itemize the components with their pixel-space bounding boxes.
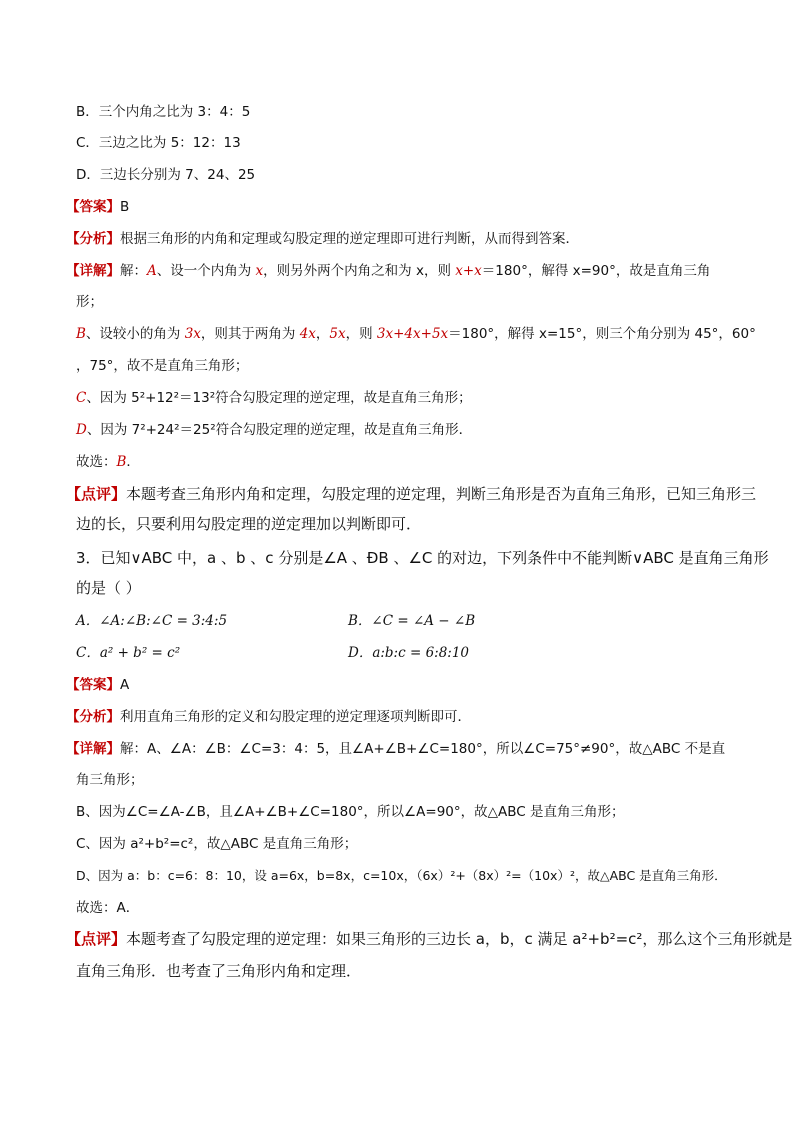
comment-3-line-1	[66, 930, 792, 948]
comment-tag: 【点评】	[66, 485, 127, 503]
option-b: B．三个内角之比为 3：4：5	[76, 104, 251, 120]
option-letter: B	[76, 326, 86, 342]
detail-3-line-2: 角三角形；	[76, 772, 144, 788]
option-c: C．三边之比为 5：12：13	[76, 135, 241, 151]
detail-text: 、设一个内角为	[156, 263, 256, 279]
question-3-line-2: 的是（ ）	[76, 579, 141, 597]
comment-1-line-2: 边的长，只要利用勾股定理的逆定理加以判断即可．	[76, 515, 422, 533]
option-letter: B	[116, 454, 127, 470]
detail-1-line-6	[76, 421, 472, 439]
detail-text: 故选：	[76, 454, 117, 470]
detail-text: 、因为 7²+24²＝25²符合勾股定理的逆定理，故是直角三角形．	[86, 422, 473, 438]
question-3-option-d	[348, 644, 469, 662]
variable: x	[255, 263, 264, 279]
detail-text: ，则	[345, 326, 377, 342]
answer-tag: 【答案】	[66, 677, 120, 693]
detail-text: 、因为 5²+12²＝13²符合勾股定理的逆定理，故是直角三角形；	[86, 390, 472, 406]
option-letter: D	[76, 422, 87, 438]
detail-1-line-1	[66, 262, 710, 280]
analysis-text: 根据三角形的内角和定理或勾股定理的逆定理即可进行判断，从而得到答案．	[120, 231, 579, 247]
analysis-tag: 【分析】	[66, 709, 120, 725]
detail-1-line-4: ，75°，故不是直角三角形；	[76, 358, 249, 374]
answer-tag: 【答案】	[66, 199, 120, 215]
detail-1-line-7	[76, 453, 140, 471]
detail-text: 解：A、∠A：∠B：∠C=3：4：5，且∠A+∠B+∠C=180°，所以∠C=75°≠90°，故△ABC 不是直	[120, 741, 726, 757]
detail-text: ，则另外两个内角之和为 x，则	[263, 263, 456, 279]
option-letter: A	[147, 263, 157, 279]
expression: 3x+4x+5x	[376, 326, 449, 342]
expression: x+x	[455, 263, 482, 279]
detail-1-line-3	[76, 325, 756, 343]
analysis-text: 利用直角三角形的定义和勾股定理的逆定理逐项判断即可．	[120, 709, 471, 725]
detail-3-line-5: D、因为 a：b：c=6：8：10，设 a=6x，b=8x，c=10x，（6x）²+（8x）²=（10x）²，故△ABC 是直角三角形．	[76, 868, 727, 883]
comment-text: 本题考查了勾股定理的逆定理：如果三角形的三边长 a，b，c 满足 a²+b²=c²，那么这个三角形就是	[126, 930, 793, 948]
detail-text: ＝180°，解得 x=15°，则三个角分别为 45°，60°	[448, 326, 756, 342]
option-letter: C	[76, 390, 87, 406]
detail-text: ，	[315, 326, 330, 342]
answer-value: A	[120, 677, 130, 693]
detail-3-line-6: 故选：A．	[76, 900, 140, 916]
answer-1	[66, 198, 129, 216]
option-d: D．三边长分别为 7、24、25	[76, 167, 256, 183]
detail-3-line-1	[66, 740, 725, 758]
detail-3-line-4: C、因为 a²+b²=c²，故△ABC 是直角三角形；	[76, 836, 358, 852]
expression: 3x	[184, 326, 201, 342]
detail-1-line-5	[76, 389, 472, 407]
detail-3-line-3: B、因为∠C=∠A-∠B，且∠A+∠B+∠C=180°，所以∠A=90°，故△ABC 是直角三角形；	[76, 804, 625, 820]
option-d: D．a:b:c = 6:8:10	[348, 645, 470, 661]
detail-tag: 【详解】	[66, 263, 120, 279]
comment-1-line-1	[66, 485, 756, 503]
comment-text: 本题考查三角形内角和定理，勾股定理的逆定理，判断三角形是否为直角三角形，已知三角形三	[126, 485, 757, 503]
detail-text: ，则其于两角为	[200, 326, 300, 342]
detail-tag: 【详解】	[66, 741, 120, 757]
comment-3-line-2: 直角三角形．也考查了三角形内角和定理．	[76, 962, 362, 980]
question-3-line-1: 3．已知∨ABC 中，a 、b 、c 分别是∠A 、ÐB 、∠C 的对边，下列条件中不能判断∨ABC 是直角三角形	[76, 549, 769, 567]
question-3-option-b	[348, 612, 475, 630]
analysis-3	[66, 708, 471, 726]
detail-text: 、设较小的角为	[85, 326, 185, 342]
detail-text: ＝180°，解得 x=90°，故是直角三角	[481, 263, 711, 279]
analysis-1	[66, 230, 579, 248]
analysis-tag: 【分析】	[66, 231, 120, 247]
question-3-option-row-1	[76, 612, 227, 630]
detail-text: 解：	[120, 263, 147, 279]
option-b: B．∠C = ∠A − ∠B	[348, 613, 476, 629]
option-a: A．∠A:∠B:∠C = 3:4:5	[76, 613, 228, 629]
expression: 4x	[299, 326, 316, 342]
answer-value: B	[120, 199, 130, 215]
answer-3	[66, 676, 129, 694]
detail-1-line-2: 形；	[76, 294, 103, 310]
option-c: C．a² + b² = c²	[76, 645, 181, 661]
question-3-option-row-2	[76, 644, 180, 662]
comment-tag: 【点评】	[66, 930, 127, 948]
detail-text: ．	[126, 454, 140, 470]
expression: 5x	[329, 326, 346, 342]
